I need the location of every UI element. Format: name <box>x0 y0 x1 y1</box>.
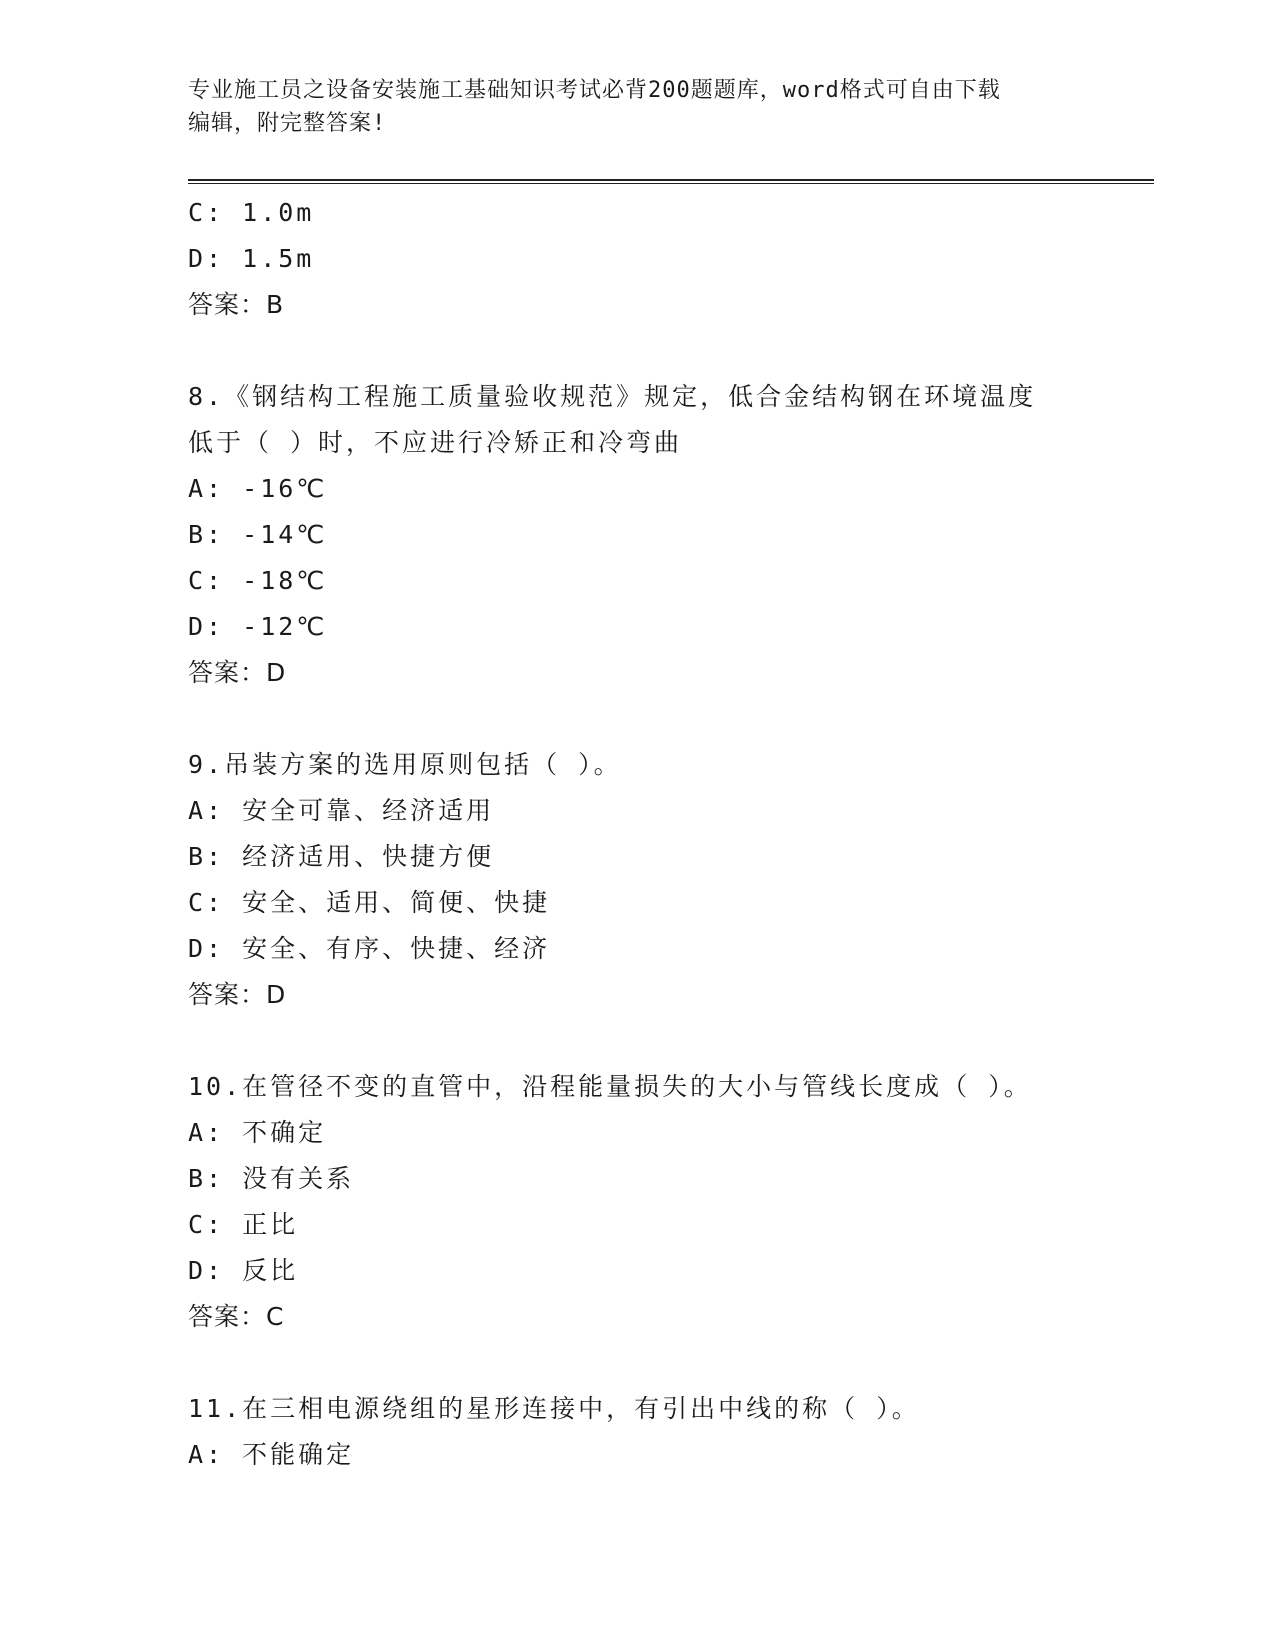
header-line-1: 专业施工员之设备安装施工基础知识考试必背200题题库，word格式可自由下载 <box>188 78 1001 103</box>
question-9 <box>188 742 1088 1018</box>
option-d: D: 安全、有序、快捷、经济 <box>188 934 551 963</box>
question-8 <box>188 374 1088 696</box>
option-d: D: -12℃ <box>188 612 328 641</box>
question-stem: 9.吊装方案的选用原则包括（ ）。 <box>188 750 622 779</box>
document-header <box>188 74 1088 140</box>
answer-line: 答案：D <box>188 658 287 687</box>
option-c: C: 安全、适用、简便、快捷 <box>188 888 551 917</box>
header-divider-thick <box>188 179 1154 181</box>
option-b: B: 经济适用、快捷方便 <box>188 842 495 871</box>
header-line-2: 编辑，附完整答案! <box>188 111 387 136</box>
spacer <box>188 696 1088 742</box>
question-stem: 10.在管径不变的直管中，沿程能量损失的大小与管线长度成（ ）。 <box>188 1072 1032 1101</box>
option-b: B: 没有关系 <box>188 1164 355 1193</box>
spacer <box>188 1018 1088 1064</box>
question-7-tail <box>188 190 1088 328</box>
question-stem-cont: 低于（ ）时，不应进行冷矫正和冷弯曲 <box>188 428 683 457</box>
option-d: D: 1.5m <box>188 244 315 273</box>
question-stem: 8.《钢结构工程施工质量验收规范》规定，低合金结构钢在环境温度 <box>188 382 1037 411</box>
option-a: A: 安全可靠、经济适用 <box>188 796 495 825</box>
question-10 <box>188 1064 1088 1340</box>
question-stem: 11.在三相电源绕组的星形连接中，有引出中线的称（ ）。 <box>188 1394 920 1423</box>
answer-line: 答案：C <box>188 1302 285 1331</box>
spacer <box>188 328 1088 374</box>
option-a: A: 不确定 <box>188 1118 327 1147</box>
option-a: A: 不能确定 <box>188 1440 355 1469</box>
question-content <box>188 190 1088 1478</box>
question-11 <box>188 1386 1088 1478</box>
option-d: D: 反比 <box>188 1256 299 1285</box>
answer-line: 答案：D <box>188 980 287 1009</box>
header-divider-thin <box>188 183 1154 184</box>
option-c: C: -18℃ <box>188 566 328 595</box>
option-c: C: 正比 <box>188 1210 299 1239</box>
option-b: B: -14℃ <box>188 520 328 549</box>
option-a: A: -16℃ <box>188 474 328 503</box>
answer-line: 答案：B <box>188 290 285 319</box>
option-c: C: 1.0m <box>188 198 315 227</box>
spacer <box>188 1340 1088 1386</box>
